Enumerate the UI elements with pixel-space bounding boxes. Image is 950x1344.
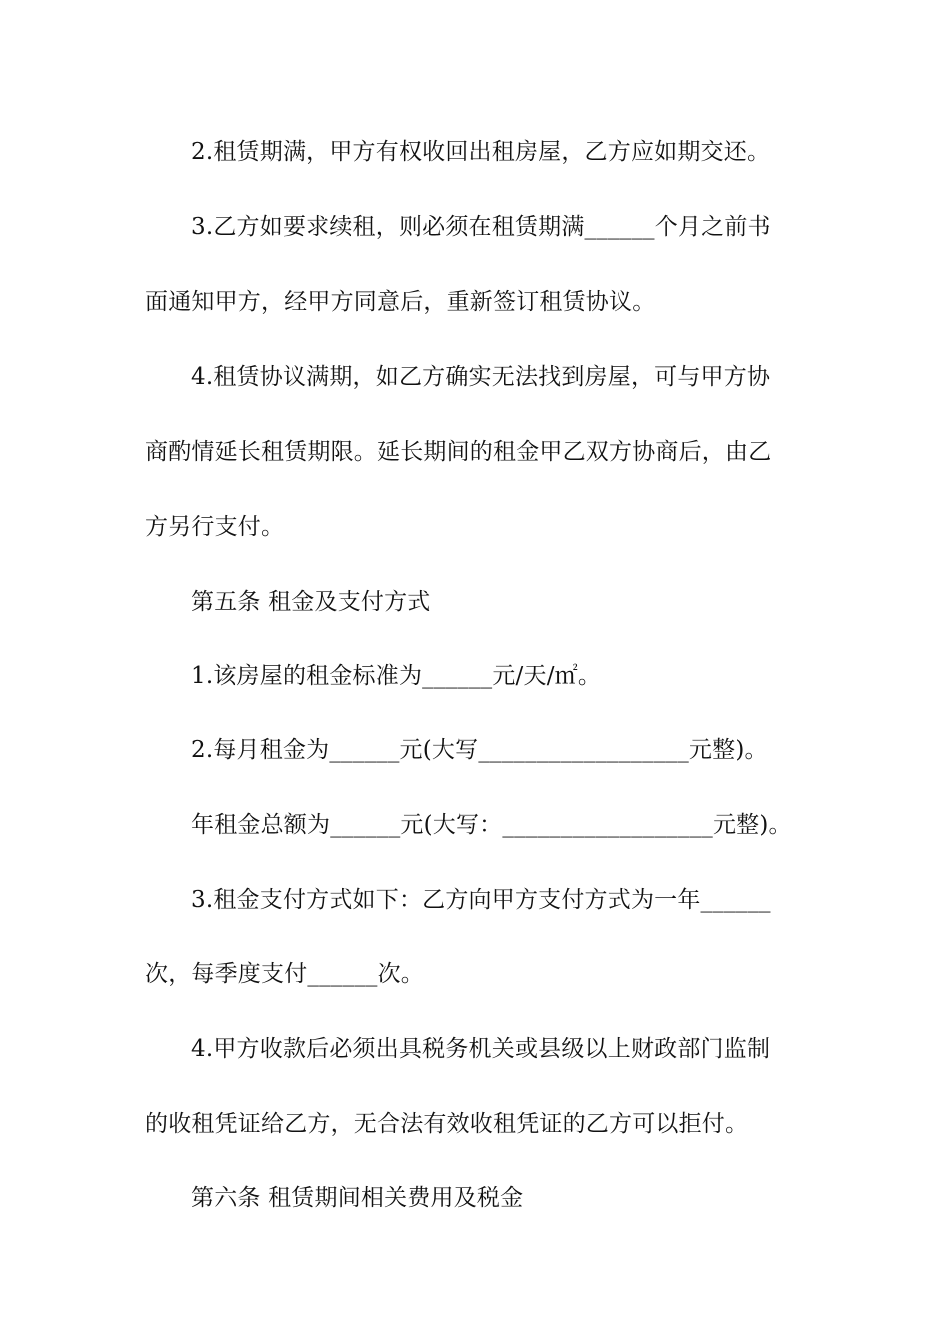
- clause-5-2-text: 2.每月租金为______元(大写__________________元整)。: [191, 737, 768, 763]
- clause-5-4-text-line-2: 的收租凭证给乙方，无合法有效收租凭证的乙方可以拒付。: [145, 1111, 749, 1137]
- clause-4-4-text-line-3: 方另行支付。: [145, 514, 285, 540]
- clause-4-3-text-line-1: 3.乙方如要求续租，则必须在租赁期满______个月之前书: [191, 214, 771, 240]
- article-6-heading: 第六条 租赁期间相关费用及税金: [191, 1185, 524, 1211]
- article-5-heading: 第五条 租金及支付方式: [191, 589, 431, 615]
- clause-4-3-text-line-2: 面通知甲方，经甲方同意后，重新签订租赁协议。: [145, 289, 656, 315]
- clause-5-1-text: 1.该房屋的租金标准为______元/天/㎡。: [191, 663, 602, 689]
- clause-4-4-text-line-2: 商酌情延长租赁期限。延长期间的租金甲乙双方协商后，由乙: [145, 439, 772, 465]
- clause-5-3-text-line-1: 3.租金支付方式如下：乙方向甲方支付方式为一年______: [191, 887, 771, 913]
- annual-rent-text: 年租金总额为______元(大写：__________________元整)。: [191, 812, 792, 838]
- clause-4-4-text-line-1: 4.租赁协议满期，如乙方确实无法找到房屋，可与甲方协: [191, 364, 771, 390]
- clause-5-4-text-line-1: 4.甲方收款后必须出具税务机关或县级以上财政部门监制: [191, 1036, 771, 1062]
- clause-5-3-text-line-2: 次，每季度支付______次。: [145, 961, 424, 987]
- clause-4-2-text: 2.租赁期满，甲方有权收回出租房屋，乙方应如期交还。: [191, 139, 771, 165]
